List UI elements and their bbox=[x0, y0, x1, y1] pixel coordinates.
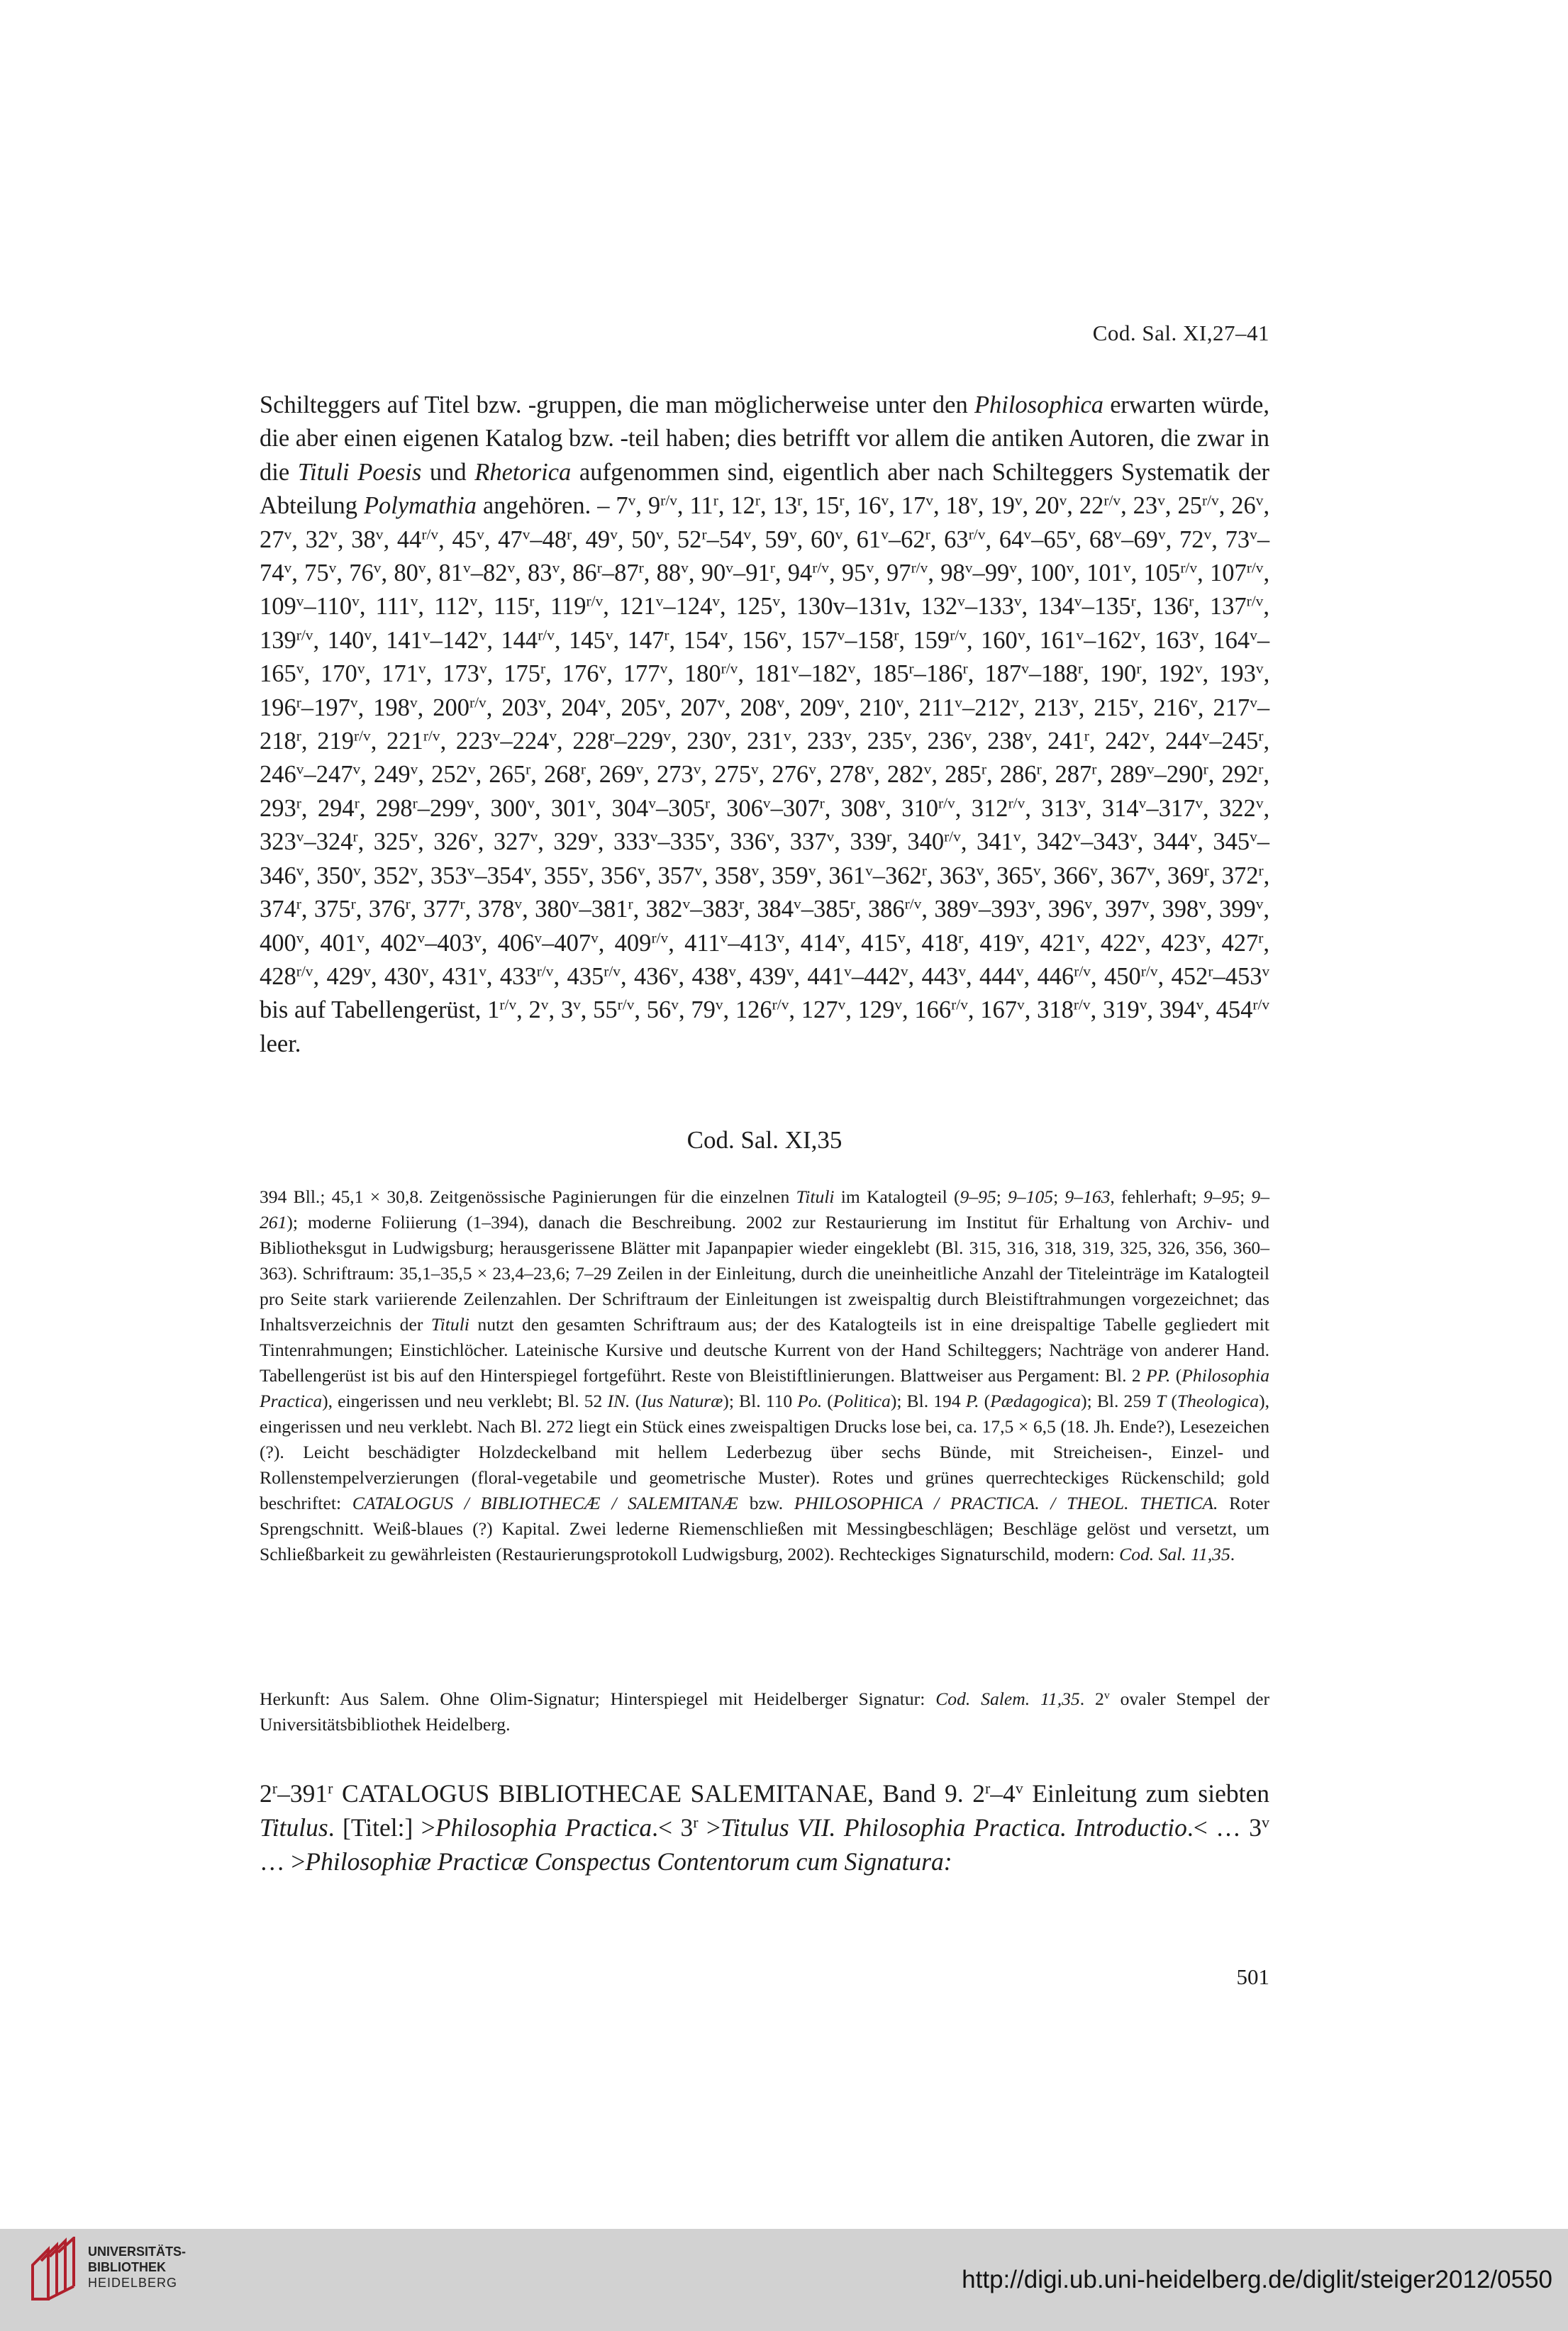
p1-lead: Schilteggers auf Titel bzw. -gruppen, die man möglicherweise unter den bbox=[260, 391, 974, 418]
provenance-paragraph: Herkunft: Aus Salem. Ohne Olim-Signatur; Hinterspiegel mit Heidelberger Signatur: Cod. Salem. 11,35. 2$^v$ ovaler Stempel der Universitätsbibliothek Heidelberg. bbox=[260, 1689, 1270, 1735]
contents-entry: 2$^r$–391$^r$ CATALOGUS BIBLIOTHECAE SALEMITANAE, Band 9. 2$^r$–4$^v$ Einleitung zum siebten Titulus. [Titel:] >Philosophia Practica.< $3^r$ >Titulus VII. Philosophia Practica. Introductio.< … 3$^v$ … >Philosophiæ Practicæ Conspectus Contentorum cum Signatura: bbox=[260, 1779, 1269, 1876]
p1-seg2: erwarten würde, die aber einen eigenen Katalog bzw. -teil haben; dies betrifft vor allem die antiken Autoren, die zwar in die bbox=[260, 391, 1269, 486]
leer-folio-list: 7$^v$, $9^{r/v}$, 11$^r$, 12$^r$, 13$^r$, 15$^r$, 16$^v$, 17$^v$, 18$^v$, 19$^v$, 20$^v$, $22^{r/v}$, 23$^v$, $25^{r/v}$, 26$^v$, 27$^v$, 32$^v$, 38$^v$, $44^{r/v}$, 45$^v$, 47$^v$–48$^r$, 49$^v$, 50$^v$, 52$^r$–54$^v$, 59$^v$, 60$^v$, 61$^v$–62$^r$, $63^{r/v}$, 64$^v$–65$^v$, 68$^v$–69$^v$, 72$^v$, 73$^v$–74$^v$, 75$^v$, 76$^v$, 80$^v$, 81$^v$–82$^v$, 83$^v$, 86$^r$–87$^r$, 88$^v$, 90$^v$–91$^r$, $94^{r/v}$, 95$^v$, $97^{r/v}$, 98$^v$–99$^v$, 100$^v$, 101$^v$, $105^{r/v}$, $107^{r/v}$, 109$^v$–110$^v$, 111$^v$, 112$^v$, 115$^r$, $119^{r/v}$, 121$^v$–124$^v$, 125$^v$, 130v–131v, 132$^v$–133$^v$, 134$^v$–135$^r$, 136$^r$, $137^{r/v}$, $139^{r/v}$, 140$^v$, 141$^v$–142$^v$, $144^{r/v}$, 145$^v$, 147$^r$, 154$^v$, 156$^v$, 157$^v$–158$^r$, $159^{r/v}$, 160$^v$, 161$^v$–162$^v$, 163$^v$, 164$^v$–165$^v$, 170$^v$, 171$^v$, 173$^v$, 175$^r$, 176$^v$, 177$^v$, $180^{r/v}$, 181$^v$–182$^v$, 185$^r$–186$^r$, 187$^v$–188$^r$, 190$^r$, 192$^v$, 193$^v$, 196$^r$–197$^v$, 198$^v$, $200^{r/v}$, 203$^v$, 204$^v$, 205$^v$, 207$^v$, 208$^v$, 209$^v$, 210$^v$, 211$^v$–212$^v$, 213$^v$, 215$^v$, 216$^v$, 217$^v$–218$^r$, $219^{r/v}$, $221^{r/v}$, 223$^v$–224$^v$, 228$^r$–229$^v$, 230$^v$, 231$^v$, 233$^v$, 235$^v$, 236$^v$, 238$^v$, 241$^r$, 242$^v$, 244$^v$–245$^r$, 246$^v$–247$^v$, 249$^v$, 252$^v$, 265$^r$, 268$^r$, 269$^v$, 273$^v$, 275$^v$, 276$^v$, 278$^v$, 282$^v$, 285$^r$, 286$^r$, 287$^r$, 289$^v$–290$^r$, 292$^r$, 293$^r$, 294$^r$, 298$^r$–299$^v$, 300$^v$, 301$^v$, 304$^v$–305$^r$, 306$^v$–307$^r$, 308$^v$, $310^{r/v}$, $312^{r/v}$, 313$^v$, 314$^v$–317$^v$, 322$^v$, 323$^v$–324$^r$, 325$^v$, 326$^v$, 327$^v$, 329$^v$, 333$^v$–335$^v$, 336$^v$, 337$^v$, 339$^r$, $340^{r/v}$, 341$^v$, 342$^v$–343$^v$, 344$^v$, 345$^v$–346$^v$, 350$^v$, 352$^v$, 353$^v$–354$^v$, 355$^v$, 356$^v$, 357$^v$, 358$^v$, 359$^v$, 361$^v$–362$^r$, 363$^v$, 365$^v$, 366$^v$, 367$^v$, 369$^r$, 372$^r$, 374$^r$, 375$^r$, 376$^r$, 377$^r$, 378$^v$, 380$^v$–381$^r$, 382$^v$–383$^r$, 384$^v$–385$^r$, $386^{r/v}$, 389$^v$–393$^v$, 396$^v$, 397$^v$, 398$^v$, 399$^v$, 400$^v$, 401$^v$, 402$^v$–403$^v$, 406$^v$–407$^v$, $409^{r/v}$, 411$^v$–413$^v$, 414$^v$, 415$^v$, 418$^r$, 419$^v$, 421$^v$, 422$^v$, 423$^v$, 427$^r$, $428^{r/v}$, 429$^v$, 430$^v$, 431$^v$, $433^{r/v}$, $435^{r/v}$, 436$^v$, 438$^v$, 439$^v$, 441$^v$–442$^v$, 443$^v$, 444$^v$, $446^{r/v}$, $450^{r/v}$, 452$^r$–453$^v$ bis auf Tabellengerüst, $1^{r/v}$, 2$^v$, 3$^v$, $55^{r/v}$, 56$^v$, 79$^v$, $126^{r/v}$, 127$^v$, 129$^v$, $166^{r/v}$, 167$^v$, $318^{r/v}$, 319$^v$, 394$^v$, $454^{r/v}$ leer. bbox=[260, 491, 1270, 1057]
page-url-link[interactable]: http://digi.ub.uni-heidelberg.de/diglit/steiger2012/0550 bbox=[962, 2266, 1552, 2293]
term-tituli-poesis: Tituli Poesis bbox=[297, 458, 422, 486]
library-logo-icon bbox=[28, 2237, 79, 2305]
logo-line-3: HEIDELBERG bbox=[88, 2276, 178, 2290]
p1-seg4: aufgenommen sind, eigentlich aber nach Schilteggers Systematik der Abteilung bbox=[260, 458, 1269, 520]
p1-seg3: und bbox=[421, 458, 475, 486]
term-polymathia: Polymathia bbox=[363, 492, 477, 520]
library-logo[interactable] bbox=[28, 2234, 213, 2313]
term-philosophica: Philosophica bbox=[974, 391, 1104, 418]
physical-description: 394 Bll.; 45,1 × 30,8. Zeitgenössische Paginierungen für die einzelnen Tituli im Katalogteil (9–95; 9–105; 9–163, fehlerhaft; 9–95; 9–261); moderne Foliierung (1–394), danach die Beschreibung. 2002 zur Restaurierung im Institut für Erhaltung von Archiv- und Bibliotheksgut in Ludwigsburg; herausgerissene Blätter mit Japanpapier wieder eingeklebt (Bl. 315, 316, 318, 319, 325, 326, 356, 360–363). Schriftraum: 35,1–35,5 × 23,4–23,6; 7–29 Zeilen in der Einleitung, durch die uneinheitliche Anzahl der Titeleinträge im Katalogteil pro Seite stark variierende Zeilenzahlen. Der Schriftraum der Einleitungen ist zweispaltig durch Bleistiftrahmungen vorgezeichnet; das Inhaltsverzeichnis der Tituli nutzt den gesamten Schriftraum aus; der des Katalogteils ist in eine dreispaltige Tabelle gegliedert mit Tintenrahmungen; Einstichlöcher. Lateinische Kursive und deutsche Kurrent von der Hand Schilteggers; Nachträge von anderer Hand. Tabellengerüst ist bis auf den Hinterspiegel fortgeführt. Reste von Bleistiftlinierungen. Blattweiser aus Pergament: Bl. 2 PP. (Philosophia Practica), eingerissen und neu verklebt; Bl. 52 IN. (Ius Naturæ); Bl. 110 Po. (Politica); Bl. 194 P. (Pædagogica); Bl. 259 T (Theologica), eingerissen und neu verklebt. Nach Bl. 272 liegt ein Stück eines zweispaltigen Drucks lose bei, ca. 17,5 × 6,5 (18. Jh. Ende?), Lesezeichen (?). Leicht beschädigter Holzdeckelband mit hellem Lederbezug über sechs Bünde, mit Streicheisen-, Einzel- und Rollenstempelverzierungen (floral-vegetabile und geometrische Muster). Rotes und grünes querrechteckiges Rückenschild; gold beschriftet: CATALOGUS / BIBLIOTHECÆ / SALEMITANÆ bzw. PHILOSOPHICA / PRACTICA. / THEOL. THETICA. Roter Sprengschnitt. Weiß-blaues (?) Kapital. Zwei lederne Riemenschließen mit Messingbeschlägen; Beschläge gelöst und versetzt, um Schließbarkeit zu gewährleisten (Restaurierungsprotokoll Ludwigsburg, 2002). Rechteckiges Signaturschild, modern: Cod. Sal. 11,35. bbox=[260, 1186, 1270, 1564]
term-rhetorica: Rhetorica bbox=[474, 458, 572, 486]
page-number: 501 bbox=[1236, 1964, 1269, 1989]
logo-book-lines bbox=[33, 2238, 74, 2299]
logo-line-1: UNIVERSITÄTS- bbox=[88, 2244, 187, 2259]
section-title: Cod. Sal. XI,35 bbox=[686, 1126, 843, 1154]
library-logo-text bbox=[88, 2244, 186, 2291]
running-head: Cod. Sal. XI,27–41 bbox=[1092, 321, 1269, 345]
logo-line-2: BIBLIOTHEK bbox=[88, 2260, 166, 2274]
paragraph-continuation bbox=[260, 389, 1269, 1061]
p1-seg5: angehören. – bbox=[477, 492, 610, 520]
